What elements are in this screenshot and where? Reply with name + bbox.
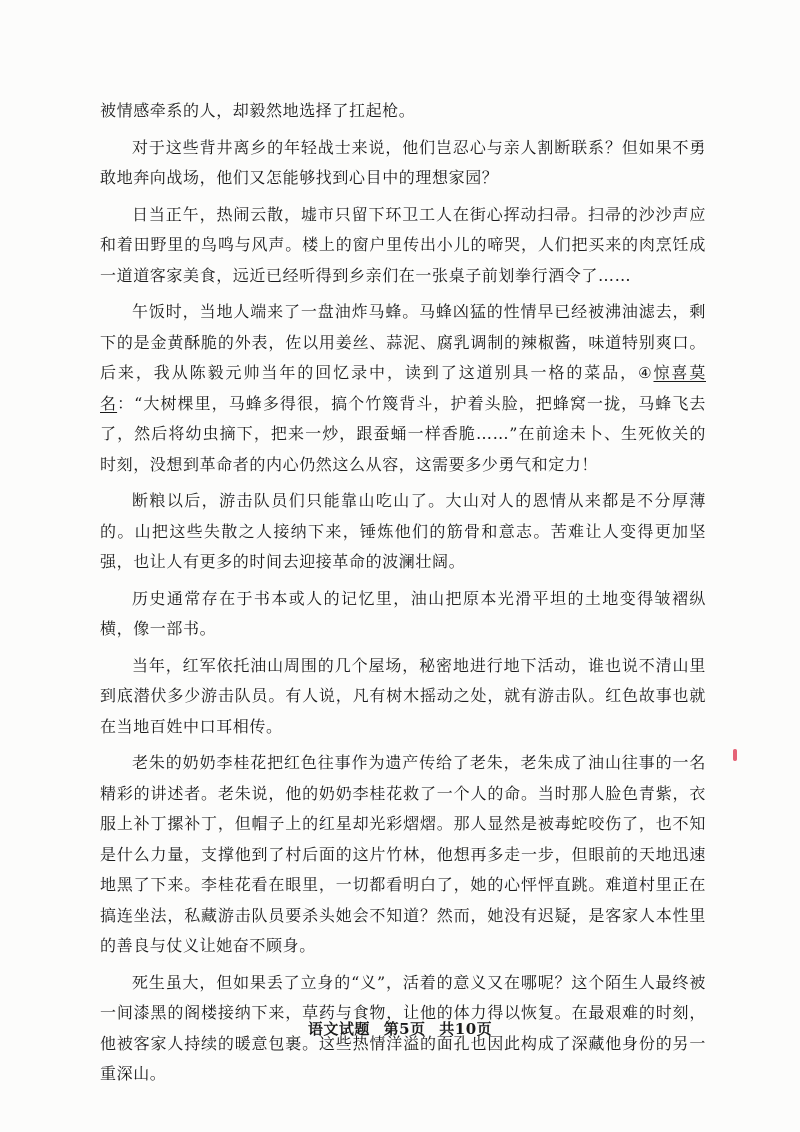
red-ink-mark (733, 749, 737, 761)
page-footer (0, 1018, 800, 1039)
passage-text (100, 96, 706, 1096)
question-marker-4: ④ (638, 364, 654, 382)
paragraph-4-rest: ：“大树棵里，马蜂多得很，搞个竹篾背斗，护着头脸，把蜂窝一拢，马蜂飞去了，然后将幼虫摘下，把来一炒，跟蚕蛹一样香脆……”在前途未卜、生死攸关的时刻，没想到革命者的内心仍然这么从容，这需要多少勇气和定力！ (100, 393, 706, 474)
paragraph-1: 被情感牵系的人，却毅然地选择了扛起枪。 (100, 101, 416, 120)
paragraph-2: 对于这些背井离乡的年轻战士来说，他们岂忍心与亲人割断联系？但如果不勇敢地奔向战场，他们又怎能够找到心目中的理想家园？ (100, 137, 706, 187)
paragraph-7: 当年，红军依托油山周围的几个屋场，秘密地进行地下活动，谁也说不清山里到底潜伏多少游击队员。有人说，凡有树木摇动之处，就有游击队。红色故事也就在当地百姓中口耳相传。 (100, 655, 706, 736)
underlined-phrase: 惊喜莫名 (100, 363, 706, 413)
footer-subject: 语文试题 (307, 1020, 370, 1038)
paragraph-4 (100, 297, 706, 480)
paragraph-8: 老朱的奶奶李桂花把红色往事作为遗产传给了老朱，老朱成了油山往事的一名精彩的讲述者。老朱说，他的奶奶李桂花救了一个人的命。当时那人脸色青紫，衣服上补丁摞补丁，但帽子上的红星却光彩熠熠。那人显然是被毒蛇咬伤了，也不知是什么力量，支撑他到了村后面的这片竹林，他想再多走一步，但眼前的天地迅速地黑了下来。李桂花看在眼里，一切都看明白了，她的心怦怦直跳。难道村里正在搞连坐法，私藏游击队员要杀头她会不知道？然而，她没有迟疑，是客家人本性里的善良与仗义让她奋不顾身。 (100, 753, 706, 955)
paragraph-5: 断粮以后，游击队员们只能靠山吃山了。大山对人的恩情从来都是不分厚薄的。山把这些失散之人接纳下来，锤炼他们的筋骨和意志。苦难让人变得更加坚强，也让人有更多的时间去迎接革命的波澜壮阔。 (100, 491, 706, 571)
paragraph-4-lead: 午饭时，当地人端来了一盘油炸马蜂。马蜂凶猛的性情早已经被沸油滤去，剩下的是金黄酥脆的外表，佐以用姜丝、蒜泥、腐乳调制的辣椒酱，味道特别爽口。后来，我从陈毅元帅当年的回忆录中，读到了这道别具一格的菜品， (100, 302, 706, 382)
paragraph-3: 日当正午，热闹云散，墟市只留下环卫工人在街心挥动扫帚。扫帚的沙沙声应和着田野里的鸟鸣与风声。楼上的窗户里传出小儿的啼哭，人们把买来的肉烹饪成一道道客家美食，远近已经听得到乡亲们在一张桌子前划拳行酒令了…… (100, 204, 706, 285)
paragraph-6: 历史通常存在于书本或人的记忆里，油山把原本光滑平坦的土地变得皱褶纵横，像一部书。 (100, 588, 706, 638)
paragraph-9: 死生虽大，但如果丢了立身的“义”，活着的意义又在哪呢？这个陌生人最终被一间漆黑的阁楼接纳下来，草药与食物，让他的体力得以恢复。在最艰难的时刻，他被客家人持续的暖意包裹。这些热情洋溢的面孔也因此构成了深藏他身份的另一重深山。 (100, 972, 706, 1083)
footer-page-number: 第5页 (383, 1020, 426, 1038)
footer-total-pages: 共10页 (439, 1020, 493, 1038)
